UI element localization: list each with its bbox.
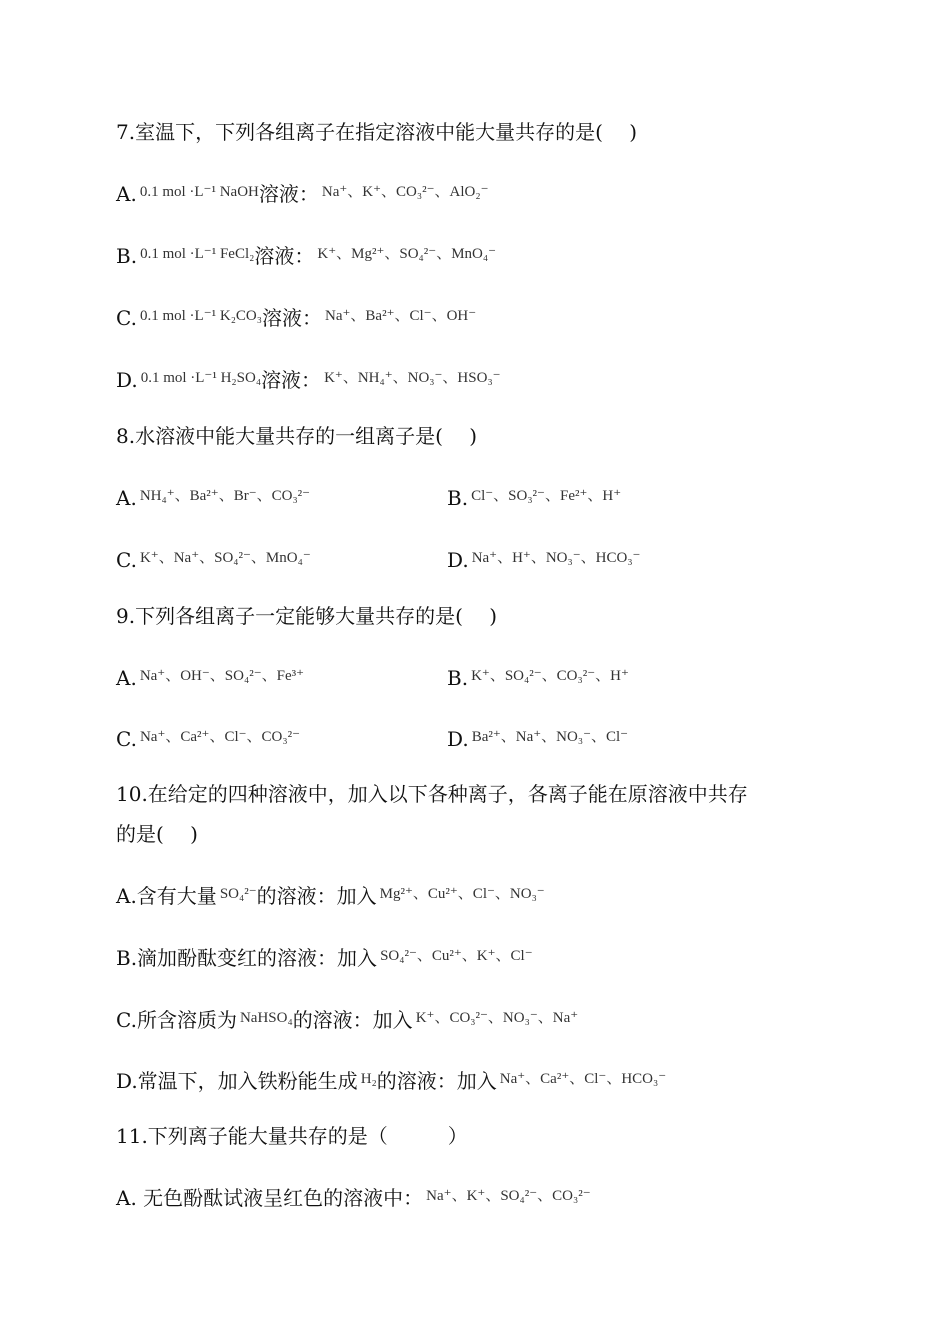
solution-formula: 0.1 mol ·L⁻¹ NaOH (139, 184, 259, 200)
ion-list: Na⁺、K⁺、SO₄²⁻、CO₃²⁻ (426, 1188, 591, 1204)
formula: NaHSO₄ (239, 1010, 293, 1026)
q7-option-c (116, 306, 476, 333)
option-label: B. (116, 244, 138, 268)
option-label: D. (116, 368, 138, 392)
q7-option-b (116, 244, 496, 271)
option-text: C.所含溶质为 (116, 1008, 237, 1032)
ion-list: Na⁺、Ba²⁺、Cl⁻、OH⁻ (325, 308, 477, 324)
option-text: 溶液： (261, 368, 322, 392)
ion-list: NH₄⁺、Ba²⁺、Br⁻、CO₃²⁻ (139, 488, 311, 504)
ion-list: Na⁺、Ca²⁺、Cl⁻、CO₃²⁻ (139, 729, 301, 745)
option-label: A. (116, 182, 137, 206)
question-11-stem: 11.下列离子能大量共存的是（ ） (116, 1124, 468, 1148)
ion-list: Cl⁻、SO₃²⁻、Fe²⁺、H⁺ (471, 488, 622, 504)
option-text: D.常温下，加入铁粉能生成 (116, 1069, 358, 1093)
option-label: B. (447, 486, 469, 510)
ion-list: K⁺、SO₄²⁻、CO₃²⁻、H⁺ (471, 668, 629, 684)
ion-list: Na⁺、Ca²⁺、Cl⁻、HCO₃⁻ (499, 1071, 667, 1087)
ion-list: Ba²⁺、Na⁺、NO₃⁻、Cl⁻ (471, 729, 629, 745)
question-10-stem-line2: 的是( ) (116, 822, 198, 846)
option-text: 的溶液：加入 (256, 884, 377, 908)
option-label: D. (447, 548, 469, 572)
option-label: C. (116, 306, 137, 330)
q10-option-d (116, 1069, 666, 1096)
option-label: A. (116, 486, 137, 510)
ion-list: Na⁺、OH⁻、SO₄²⁻、Fe³⁺ (139, 668, 305, 684)
question-9-stem: 9.下列各组离子一定能够大量共存的是( ) (116, 604, 498, 628)
q8-option-a (116, 486, 310, 513)
solution-formula: 0.1 mol ·L⁻¹ FeCl₂ (140, 246, 255, 262)
q10-option-c (116, 1008, 578, 1035)
solution-formula: 0.1 mol ·L⁻¹ H₂SO₄ (140, 370, 262, 386)
option-text: 的溶液：加入 (376, 1069, 497, 1093)
question-7-stem: 7.室温下，下列各组离子在指定溶液中能大量共存的是( ) (116, 120, 638, 144)
solution-formula: 0.1 mol ·L⁻¹ K₂CO₃ (139, 308, 262, 324)
option-label: B. (447, 666, 469, 690)
ion-list: K⁺、CO₃²⁻、NO₃⁻、Na⁺ (415, 1010, 579, 1026)
ion-list: K⁺、Mg²⁺、SO₄²⁻、MnO₄⁻ (317, 246, 497, 262)
q7-option-a (116, 182, 489, 209)
option-text: 溶液： (254, 244, 315, 268)
q10-option-a (116, 884, 545, 911)
q11-option-a (116, 1186, 591, 1213)
question-8-stem: 8.水溶液中能大量共存的一组离子是( ) (116, 424, 478, 448)
q9-option-a (116, 666, 304, 693)
ion-list: Mg²⁺、Cu²⁺、Cl⁻、NO₃⁻ (379, 886, 545, 902)
q9-option-c (116, 727, 300, 754)
q8-option-b (447, 486, 621, 513)
ion-list: Na⁺、H⁺、NO₃⁻、HCO₃⁻ (471, 550, 641, 566)
q8-option-c (116, 548, 311, 575)
option-text: A. 无色酚酞试液呈红色的溶液中： (116, 1186, 424, 1210)
q9-option-b (447, 666, 629, 693)
ion-list: Na⁺、K⁺、CO₃²⁻、AlO₂⁻ (321, 184, 489, 200)
q10-option-b (116, 946, 533, 973)
q8-option-d (447, 548, 640, 575)
option-text: B.滴加酚酞变红的溶液：加入 (116, 946, 378, 970)
ion-list: K⁺、Na⁺、SO₄²⁻、MnO₄⁻ (139, 550, 311, 566)
formula: H₂ (360, 1071, 377, 1087)
formula: SO₄²⁻ (219, 886, 257, 902)
option-text: 溶液： (262, 306, 322, 330)
option-label: A. (116, 666, 137, 690)
option-text: 溶液： (258, 182, 319, 206)
option-label: D. (447, 727, 469, 751)
q7-option-d (116, 368, 501, 395)
ion-list: SO₄²⁻、Cu²⁺、K⁺、Cl⁻ (380, 948, 533, 964)
option-text: 的溶液：加入 (292, 1008, 413, 1032)
option-label: C. (116, 727, 137, 751)
ion-list: K⁺、NH₄⁺、NO₃⁻、HSO₃⁻ (324, 370, 501, 386)
question-10-stem-line1: 10.在给定的四种溶液中，加入以下各种离子，各离子能在原溶液中共存 (116, 782, 748, 806)
option-text: A.含有大量 (116, 884, 217, 908)
q9-option-d (447, 727, 628, 754)
option-label: C. (116, 548, 137, 572)
